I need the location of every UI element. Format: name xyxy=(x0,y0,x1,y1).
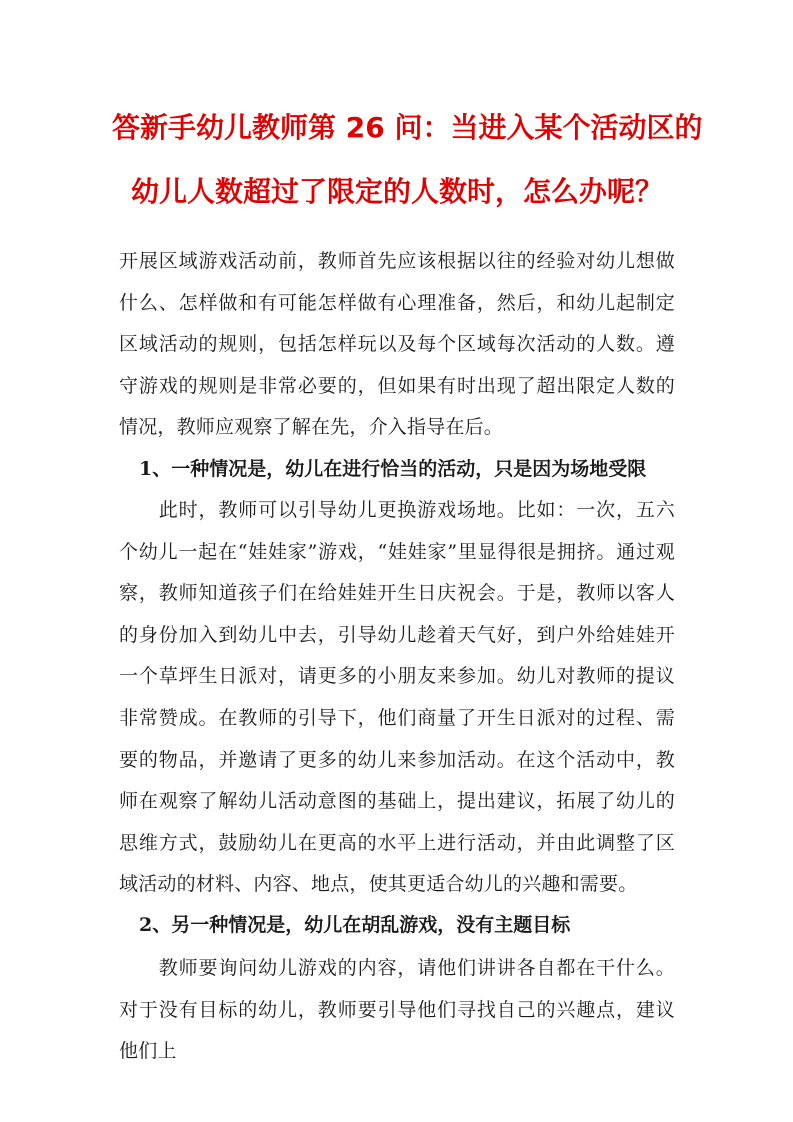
intro-paragraph: 开展区域游戏活动前，教师首先应该根据以往的经验对幼儿想做什么、怎样做和有可能怎样做有心理准备，然后，和幼儿起制定区域活动的规则，包括怎样玩以及每个区域每次活动的人数。遵守游戏的规则是非常必要的，但如果有时出现了超出限定人数的情况，教师应观察了解在先，介入指导在后。 xyxy=(119,250,675,439)
section-2-paragraph: 教师要询问幼儿游戏的内容，请他们讲讲各自都在干什么。对于没有目标的幼儿，教师要引导他们寻找自己的兴趣点，建议他们上 xyxy=(119,957,675,1063)
section-1-heading: 1、一种情况是，幼儿在进行恰当的活动，只是因为场地受限 xyxy=(139,458,647,480)
section-2-heading: 2、另一种情况是，幼儿在胡乱游戏，没有主题目标 xyxy=(139,914,571,936)
section-1-paragraph: 此时，教师可以引导幼儿更换游戏场地。比如：一次，五六个幼儿一起在“娃娃家”游戏，“娃娃家”里显得很是拥挤。通过观察，教师知道孩子们在给娃娃开生日庆祝会。于是，教师以客人的身份加入到幼儿中去，引导幼儿趁着天气好，到户外给娃娃开一个草坪生日派对，请更多的小朋友来参加。幼儿对教师的提议非常赞成。在教师的引导下，他们商量了开生日派对的过程、需要的物品，并邀请了更多的幼儿来参加活动。在这个活动中，教师在观察了解幼儿活动意图的基础上，提出建议，拓展了幼儿的思维方式，鼓励幼儿在更高的水平上进行活动，并由此调整了区域活动的材料、内容、地点，使其更适合幼儿的兴趣和需要。 xyxy=(119,499,675,896)
title-line-1: 答新手幼儿教师第 26 问：当进入某个活动区的 xyxy=(112,111,703,144)
title-line-2: 幼儿人数超过了限定的人数时，怎么办呢？ xyxy=(130,175,663,208)
